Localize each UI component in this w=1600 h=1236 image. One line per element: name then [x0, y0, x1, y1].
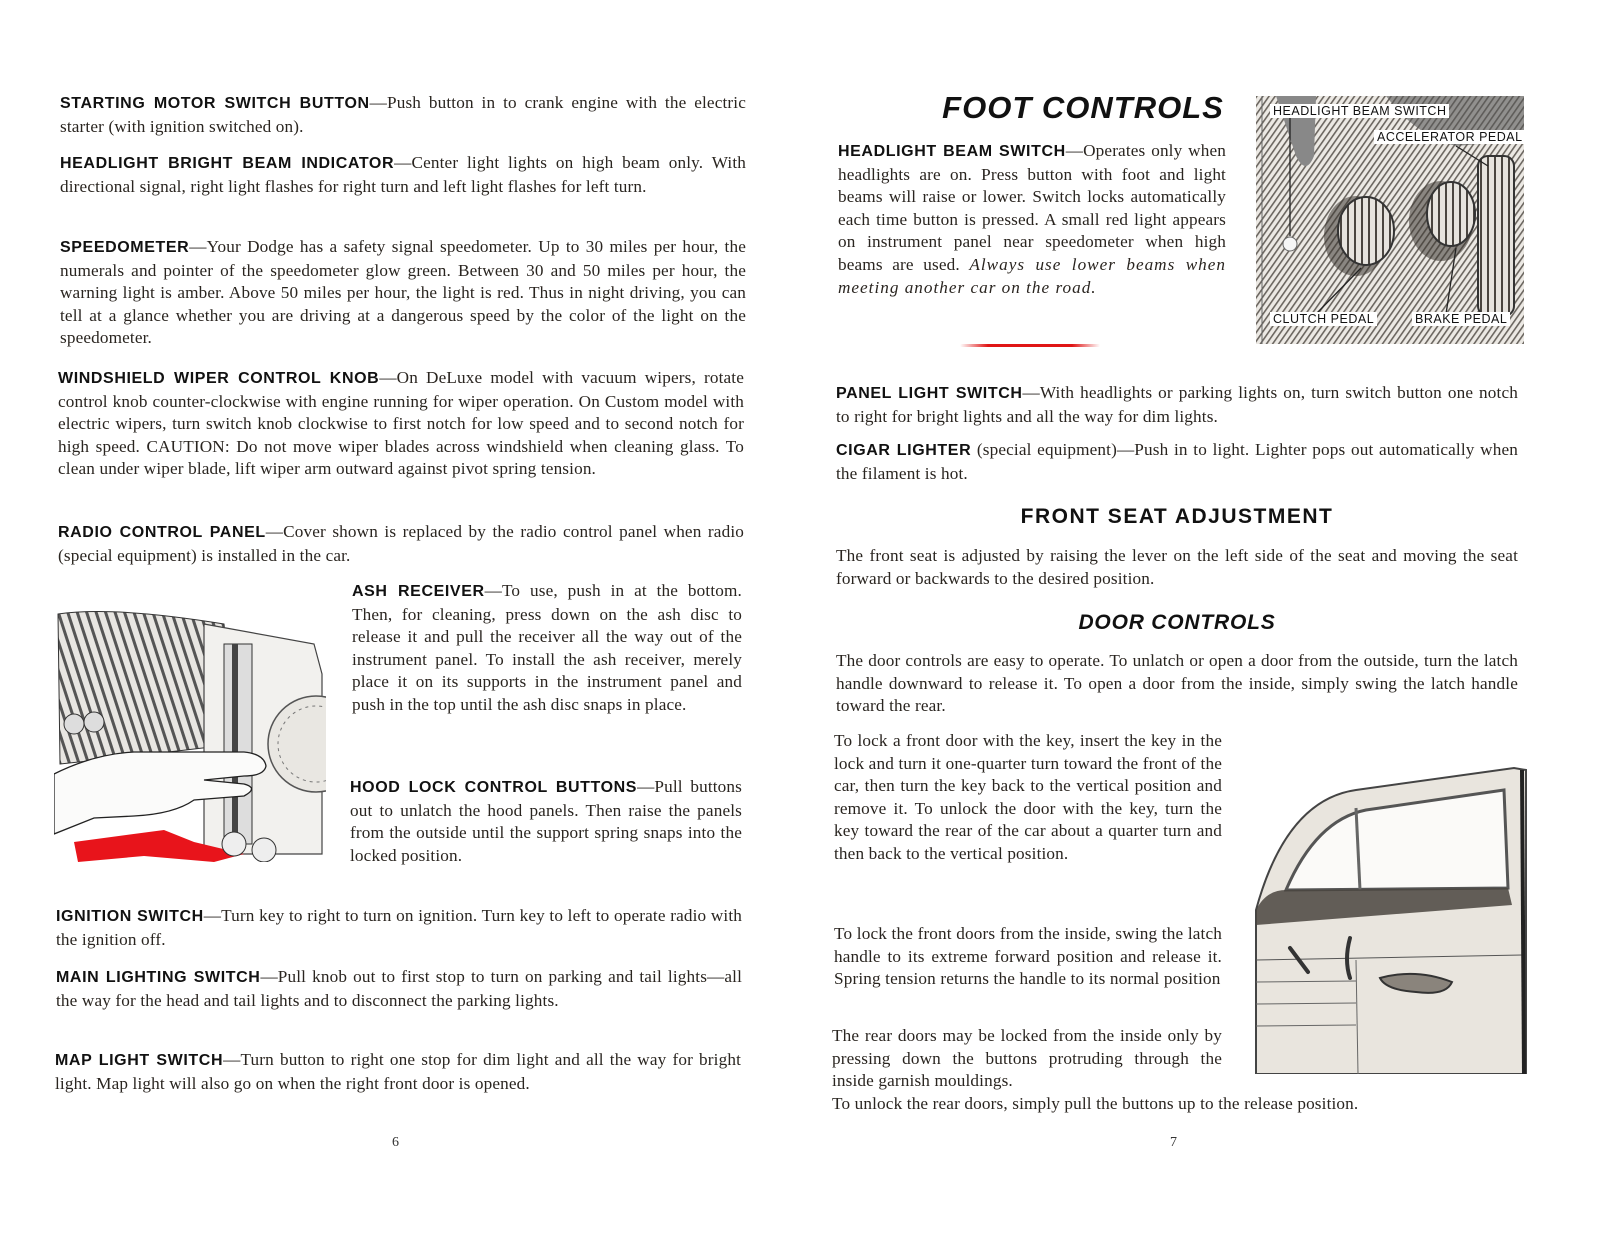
section-speedometer — [60, 236, 746, 350]
section-headlight-beam-switch — [838, 140, 1226, 299]
door-controls-p2: To lock a front door with the key, insert the key in the lock and turn it one-quarter turn toward the front of the car, then turn the key back to the vertical position and remove it. To unlock the door with the key, turn the key toward the rear of the car about a quarter turn and then back to the vertical position. — [834, 731, 1222, 863]
section-heading: HOOD LOCK CONTROL BUTTONS — [350, 779, 638, 796]
page-title: FOOT CONTROLS — [942, 90, 1224, 125]
section-heading: STARTING MOTOR SWITCH BUTTON — [60, 95, 370, 112]
section-text: —Operates only when headlights are on. Press button with foot and light beams will raise or lower. Switch locks automatically each time button is pressed. A small red light appears on instrument panel near speedometer when high beams are used. — [838, 141, 1226, 274]
label-accelerator-pedal: ACCELERATOR PEDAL — [1374, 130, 1526, 144]
section-text: —Center light lights on high beam only. With directional signal, right light flashes for right turn and left light flashes for left turn. — [60, 153, 746, 196]
section-heading: HEADLIGHT BRIGHT BEAM INDICATOR — [60, 155, 395, 172]
right-page — [800, 0, 1600, 1236]
section-heading: HEADLIGHT BEAM SWITCH — [838, 143, 1066, 160]
section-radio-panel — [58, 521, 744, 567]
section-map-light — [55, 1049, 741, 1095]
section-heading: ASH RECEIVER — [352, 583, 485, 600]
section-text: —Pull buttons out to unlatch the hood panels. Then raise the panels from the outside until the support spring snaps into the locked position. — [350, 777, 742, 865]
section-heading: RADIO CONTROL PANEL — [58, 524, 266, 541]
section-text: —Pull knob out to first stop to turn on parking and tail lights—all the way for the head and tail lights and to disconnect the parking lights. — [56, 967, 742, 1010]
section-wiper-knob — [58, 367, 744, 481]
door-controls-p5: To unlock the rear doors, simply pull the buttons up to the release position. — [832, 1094, 1359, 1113]
section-heading: SPEEDOMETER — [60, 239, 190, 256]
section-text: —Turn key to right to turn on ignition. Turn key to left to operate radio with the ignition off. — [56, 906, 743, 949]
section-heading: WINDSHIELD WIPER CONTROL KNOB — [58, 370, 380, 387]
section-heading: MAP LIGHT SWITCH — [55, 1052, 224, 1069]
page-number: 6 — [392, 1135, 399, 1150]
ash-receiver-illustration — [54, 604, 326, 862]
door-controls-p4: The rear doors may be locked from the inside only by pressing down the buttons protruding through the inside garnish mouldings. — [832, 1026, 1222, 1091]
section-ash-receiver — [352, 580, 742, 717]
foot-pedals-illustration — [1256, 96, 1524, 344]
section-text: —Push button in to crank engine with the electric starter (with ignition switched on). — [60, 93, 746, 136]
section-starting-motor — [60, 92, 746, 138]
warning-italic: Always use lower beams when meeting another car on the road. — [838, 254, 1226, 297]
front-seat-text: The front seat is adjusted by raising the lever on the left side of the seat and moving the seat forward or backwards to the desired position. — [836, 546, 1518, 588]
door-controls-p1: The door controls are easy to operate. To unlatch or open a door from the outside, turn the latch handle downward to release it. To open a door from the inside, simply swing the latch handle toward the rear. — [836, 651, 1518, 716]
section-text: —Turn button to right one stop for dim light and all the way for bright light. Map light will also go on when the right front door is opened. — [55, 1050, 741, 1093]
page-number: 7 — [1170, 1135, 1177, 1150]
red-divider — [960, 344, 1100, 347]
section-main-lighting — [56, 966, 742, 1012]
door-controls-p3: To lock the front doors from the inside, swing the latch handle to its extreme forward position and release it. Spring tension returns the handle to its normal position — [834, 924, 1222, 989]
label-headlight-beam-switch: HEADLIGHT BEAM SWITCH — [1270, 104, 1449, 118]
section-heading: CIGAR LIGHTER — [836, 442, 972, 459]
section-text: —Cover shown is replaced by the radio control panel when radio (special equipment) is installed in the car. — [58, 522, 744, 565]
section-heading: PANEL LIGHT SWITCH — [836, 385, 1023, 402]
section-heading: IGNITION SWITCH — [56, 908, 204, 925]
label-brake-pedal: BRAKE PEDAL — [1412, 312, 1510, 326]
section-text: —On DeLuxe model with vacuum wipers, rotate control knob counter-clockwise with engine running for wiper operation. On Custom model with electric wipers, turn switch knob clockwise to first notch for low speed and to second notch for high speed. CAUTION: Do not move wiper blades across windshield when cleaning glass. To clean under wiper blade, lift wiper arm outward against pivot spring tension. — [58, 368, 745, 479]
section-ignition-switch — [56, 905, 742, 951]
section-hood-lock — [350, 776, 742, 867]
section-bright-beam-indicator — [60, 152, 746, 198]
door-illustration — [1246, 760, 1534, 1074]
section-text: —To use, push in at the bottom. Then, for cleaning, press down on the ash disc to release it and pull the receiver all the way out of the instrument panel. To install the ash receiver, merely place it on its supports in the instrument panel and push in the top until the ash disc snaps in place. — [352, 581, 742, 714]
section-text: —With headlights or parking lights on, turn switch button one notch to right for bright lights and all the way for dim lights. — [836, 383, 1518, 426]
section-text: —Your Dodge has a safety signal speedometer. Up to 30 miles per hour, the numerals and pointer of the speedometer glow green. Between 30 and 50 miles per hour, the warning light is amber. Above 50 miles per hour, the light is red. Thus in night driving, you can tell at a glance whether you are driving at a dangerous speed by the color of the light on the speedometer. — [60, 237, 746, 348]
door-controls-title: DOOR CONTROLS — [1078, 611, 1276, 634]
section-cigar-lighter — [836, 439, 1518, 485]
section-text: (special equipment)—Push in to light. Lighter pops out automatically when the filament is hot. — [836, 440, 1518, 483]
front-seat-title: FRONT SEAT ADJUSTMENT — [1020, 505, 1334, 528]
section-panel-light-switch — [836, 382, 1518, 428]
label-clutch-pedal: CLUTCH PEDAL — [1270, 312, 1377, 326]
section-heading: MAIN LIGHTING SWITCH — [56, 969, 261, 986]
